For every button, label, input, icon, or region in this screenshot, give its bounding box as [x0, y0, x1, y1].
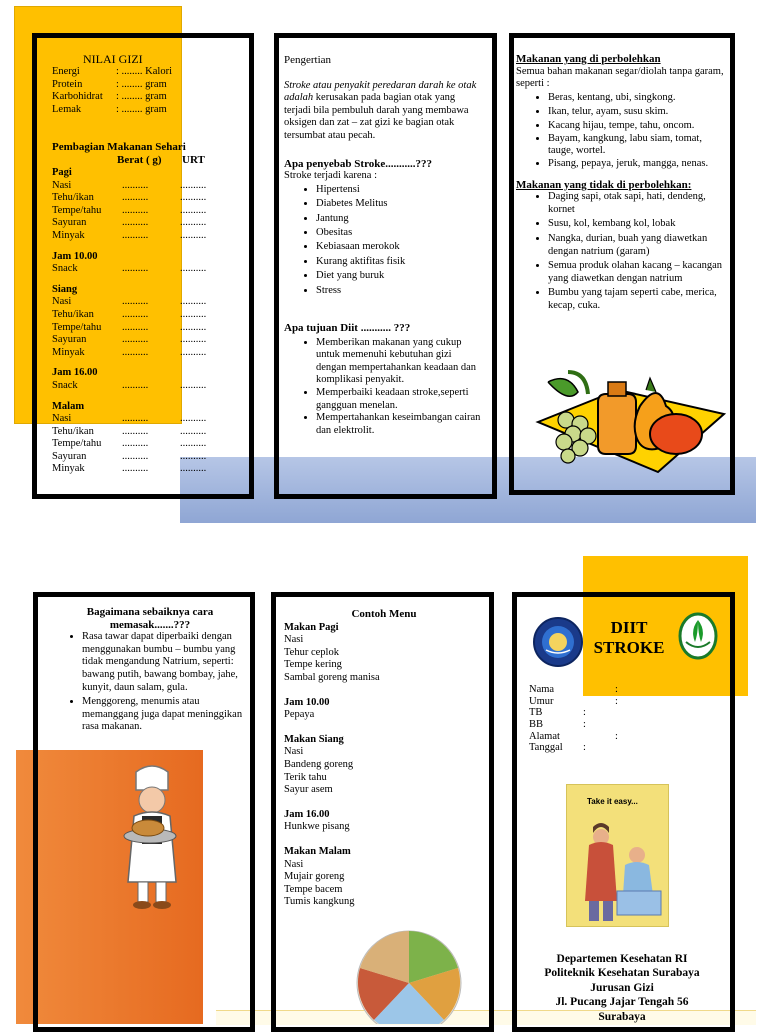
food-item: Tehu/ikan	[52, 425, 94, 437]
berat-dots: ..........	[122, 438, 149, 450]
table-row	[52, 451, 242, 464]
urt-dots: ..........	[180, 179, 207, 191]
menu-item: Tumis kangkung	[284, 896, 355, 908]
field-colon: :	[615, 730, 618, 742]
meal-group-title: Jam 16.00	[52, 367, 98, 379]
fruit-clipart	[528, 362, 728, 474]
berat-dots: ..........	[122, 204, 149, 216]
footer-line: Departemen Kesehatan RI	[556, 953, 688, 965]
menu-item: Nasi	[284, 634, 304, 646]
list-item: • Bayam, kangkung, labu siam, tomat, tauge, wortel.	[548, 133, 728, 158]
table-row	[52, 426, 242, 439]
tidak-list	[516, 191, 728, 312]
food-item: Minyak	[52, 463, 85, 475]
table-row	[52, 463, 242, 476]
urt-dots: ..........	[180, 321, 207, 333]
value: : ........ Kalori	[116, 66, 172, 77]
berat-dots: ..........	[122, 229, 149, 241]
menu-item: Tempe bacem	[284, 883, 343, 895]
berat-dots: ..........	[122, 296, 149, 308]
diperbolehkan-title: Makanan yang di perbolehkan	[516, 53, 661, 65]
list-item: • Nangka, durian, buah yang diawetkan dengan natrium (garam)	[548, 233, 728, 258]
pengertian-block	[284, 54, 484, 437]
cover-field	[529, 684, 719, 696]
urt-dots: ..........	[180, 346, 207, 358]
penyebab-intro: Stroke terjadi karena :	[284, 170, 378, 182]
menu-item: Tempe kering	[284, 659, 342, 671]
urt-dots: ..........	[180, 450, 207, 462]
menu-section-title: Makan Pagi	[284, 621, 339, 633]
footer-line: Jl. Pucang Jajar Tengah 56	[555, 996, 689, 1009]
food-item: Nasi	[52, 296, 72, 308]
take-it-easy-poster	[566, 784, 669, 927]
food-item: Snack	[52, 263, 78, 275]
tujuan-title: Apa tujuan Diit ........... ???	[284, 322, 411, 334]
field-colon: :	[615, 684, 618, 695]
berat-dots: ..........	[122, 346, 149, 358]
list-item: • Beras, kentang, ubi, singkong.	[548, 91, 728, 105]
pengertian-body: kerusakan pada bagian otak yang terjadi bila pembuluh darah yang membawa oksigen dan zat – zat gizi ke bagian otak tersumbat atau pecah.	[284, 92, 469, 141]
cover-footer	[516, 952, 728, 1024]
urt-dots: ..........	[180, 425, 207, 437]
pembagian-title: Pembagian Makanan Sehari	[52, 141, 186, 153]
pengertian-title: Pengertian	[284, 54, 332, 66]
menu-section-title: Jam 16.00	[284, 808, 330, 820]
urt-dots: ..........	[180, 463, 207, 475]
menu-item: Terik tahu	[284, 771, 327, 783]
urt-dots: ..........	[180, 379, 207, 391]
list-item: • Obesitas	[316, 226, 484, 240]
list-item: • Menggoreng, menumis atau memanggang juga dapat meninggikan rasa makanan.	[82, 696, 248, 734]
table-row	[52, 347, 242, 360]
cover-title-line1: DIIT	[610, 618, 648, 637]
footer-line: Jurusan Gizi	[590, 981, 654, 994]
berat-dots: ..........	[122, 379, 149, 391]
cover-field	[529, 742, 719, 754]
table-row	[52, 192, 242, 205]
table-row	[52, 217, 242, 230]
field-colon: :	[583, 707, 586, 719]
field-label: Umur	[529, 695, 554, 707]
berat-dots: ..........	[122, 463, 149, 475]
berat-dots: ..........	[122, 192, 149, 204]
bagaimana-block	[52, 606, 248, 734]
menu-title: Contoh Menu	[351, 608, 417, 620]
col-urt: URT	[182, 154, 205, 166]
value: : ........ gram	[116, 78, 167, 90]
field-label: Alamat	[529, 730, 560, 742]
pengertian-italic: Stroke atau penyakit peredaran darah ke otak adalah	[284, 79, 477, 104]
cover-field	[529, 696, 719, 708]
urt-dots: ..........	[180, 334, 207, 346]
tujuan-list	[284, 337, 484, 438]
list-item: • Pisang, pepaya, jeruk, mangga, nenas.	[548, 158, 728, 171]
field-label: TB	[529, 707, 543, 719]
berat-dots: ..........	[122, 217, 149, 229]
food-item: Tempe/tahu	[52, 204, 102, 216]
cover-field	[529, 719, 719, 731]
nurse-patient-illustration	[567, 785, 668, 926]
makanan-block	[516, 53, 728, 313]
bakti-husada-logo	[678, 612, 718, 668]
urt-dots: ..........	[180, 192, 207, 204]
menu-section-title: Jam 10.00	[284, 696, 330, 708]
field-colon: :	[583, 719, 586, 731]
berat-dots: ..........	[122, 263, 149, 275]
meal-group-title: Malam	[52, 400, 85, 412]
table-row	[52, 413, 242, 426]
food-wheel-image	[354, 928, 464, 1024]
table-row	[52, 309, 242, 322]
col-berat: Berat ( g)	[117, 154, 162, 166]
cover-title	[585, 618, 673, 658]
berat-dots: ..........	[122, 413, 149, 425]
menu-item: Hunkwe pisang	[284, 821, 350, 833]
food-item: Tempe/tahu	[52, 321, 102, 333]
berat-dots: ..........	[122, 321, 149, 333]
diperbolehkan-list	[516, 91, 728, 171]
food-item: Minyak	[52, 229, 85, 241]
list-item: • Diabetes Melitus	[316, 197, 484, 211]
list-item: • Ikan, telur, ayam, susu skim.	[548, 105, 728, 119]
table-row	[52, 380, 242, 393]
food-item: Minyak	[52, 346, 85, 358]
berat-dots: ..........	[122, 450, 149, 462]
food-item: Sayuran	[52, 217, 87, 229]
label: Lemak	[52, 103, 82, 115]
table-row	[52, 438, 242, 451]
urt-dots: ..........	[180, 263, 207, 275]
field-label: Nama	[529, 684, 555, 695]
pembagian-table	[52, 167, 242, 476]
table-row	[52, 334, 242, 347]
list-item: • Bumbu yang tajam seperti cabe, merica, kecap, cuka.	[548, 287, 728, 312]
menu-item: Tehur ceplok	[284, 646, 339, 658]
urt-dots: ..........	[180, 296, 207, 308]
nilai-gizi-rows	[52, 66, 242, 116]
menu-item: Nasi	[284, 858, 304, 870]
meal-group-title: Siang	[52, 283, 78, 295]
berat-dots: ..........	[122, 179, 149, 191]
field-colon: :	[583, 742, 586, 754]
berat-dots: ..........	[122, 334, 149, 346]
value: : ........ gram	[116, 103, 167, 115]
cover-field	[529, 707, 719, 719]
nilai-gizi-title: NILAI GIZI	[83, 52, 143, 66]
table-row	[52, 180, 242, 193]
label: Karbohidrat	[52, 91, 103, 103]
footer-line: Politeknik Kesehatan Surabaya	[544, 967, 700, 980]
menu-section-title: Makan Siang	[284, 733, 344, 745]
field-label: BB	[529, 719, 544, 731]
penyebab-list	[284, 183, 484, 298]
menu-item: Pepaya	[284, 709, 315, 721]
list-item: • Diet yang buruk	[316, 269, 484, 283]
list-item: • Daging sapi, otak sapi, hati, dendeng, kornet	[548, 191, 728, 216]
pengertian-text	[284, 80, 484, 143]
berat-dots: ..........	[122, 308, 149, 320]
menu-section-title: Makan Malam	[284, 845, 351, 857]
table-row	[52, 205, 242, 218]
meal-group-title: Jam 10.00	[52, 250, 98, 262]
list-item: • Memperbaiki keadaan stroke,seperti gangguan menelan.	[316, 387, 484, 412]
chef-illustration	[112, 764, 192, 914]
list-item: • Kurang aktifitas fisik	[316, 255, 484, 269]
food-item: Tempe/tahu	[52, 438, 102, 450]
value: : ........ gram	[116, 91, 167, 103]
poster-text: Take it easy...	[587, 797, 638, 806]
list-item: • Susu, kol, kembang kol, lobak	[548, 218, 728, 231]
list-item: • Kebiasaan merokok	[316, 240, 484, 254]
list-item: • Stress	[316, 284, 484, 298]
field-colon: :	[615, 695, 618, 707]
list-item: • Memberikan makanan yang cukup untuk memenuhi kebutuhan gizi dengan mempertahankan keadaan dan komplikasi penyakit.	[316, 337, 484, 387]
food-item: Sayuran	[52, 450, 87, 462]
urt-dots: ..........	[180, 438, 207, 450]
urt-dots: ..........	[180, 308, 207, 320]
food-item: Nasi	[52, 179, 72, 191]
menu-item: Mujair goreng	[284, 871, 345, 883]
penyebab-title: Apa penyebab Stroke...........???	[284, 157, 433, 170]
food-item: Tehu/ikan	[52, 308, 94, 320]
table-row	[52, 263, 242, 276]
food-item: Sayuran	[52, 334, 87, 346]
bagaimana-title: Bagaimana sebaiknya cara memasak.......???	[86, 606, 214, 631]
cover-fields	[529, 684, 719, 754]
menu-item: Sayur asem	[284, 784, 333, 796]
label: Energi	[52, 66, 80, 77]
field-label: Tanggal	[529, 742, 563, 754]
urt-dots: ..........	[180, 204, 207, 216]
list-item: • Hipertensi	[316, 183, 484, 197]
food-item: Snack	[52, 379, 78, 391]
urt-dots: ..........	[180, 413, 207, 425]
list-item: • Kacang hijau, tempe, tahu, oncom.	[548, 119, 728, 133]
menu-item: Sambal goreng manisa	[284, 671, 380, 683]
food-item: Tehu/ikan	[52, 192, 94, 204]
diperbolehkan-intro: Semua bahan makanan segar/diolah tanpa garam, seperti :	[516, 65, 724, 90]
table-row	[52, 296, 242, 309]
list-item: • Jantung	[316, 212, 484, 226]
menu-item: Bandeng goreng	[284, 758, 354, 770]
list-item: • Semua produk olahan kacang – kacangan yang diawetkan dengan natrium	[548, 260, 728, 285]
tidak-title: Makanan yang tidak di perbolehkan:	[516, 178, 692, 191]
menu-block	[284, 608, 484, 909]
cover-field	[529, 731, 719, 743]
table-row	[52, 230, 242, 243]
list-item: • Rasa tawar dapat diperbaiki dengan menggunakan bumbu – bumbu yang tidak mengandung Natrium, seperti: bawang putih, bawang bombay, jahe, kunyit, daun salam, gula.	[82, 631, 248, 694]
poltekkes-logo	[532, 616, 584, 668]
meal-group-title: Pagi	[52, 167, 72, 178]
footer-line: Surabaya	[598, 1010, 646, 1023]
urt-dots: ..........	[180, 229, 207, 241]
urt-dots: ..........	[180, 217, 207, 229]
table-row	[52, 322, 242, 335]
menu-item: Nasi	[284, 746, 304, 758]
berat-dots: ..........	[122, 425, 149, 437]
food-item: Nasi	[52, 413, 72, 425]
bagaimana-list	[52, 631, 248, 734]
cover-title-line2: STROKE	[593, 638, 665, 657]
label: Protein	[52, 78, 83, 90]
list-item: • Mempertahankan keseimbangan cairan dan elektrolit.	[316, 412, 484, 437]
